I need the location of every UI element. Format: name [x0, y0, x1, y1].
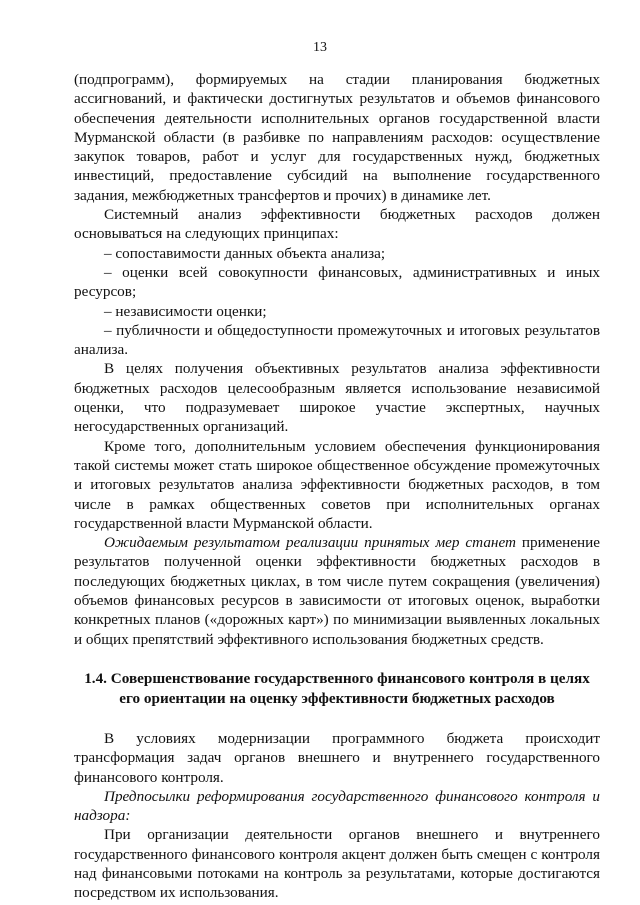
- expected-result-text: применение результатов полученной оценки эффективности бюджетных расходов в последующих бюджетных циклах, в том числе путем сокращения (увеличения) объемов финансовых ресурсов в зависимости от итоговых оценок, выработки конкретных планов («дорожных карт») по минимизации выявленных локальных и общих препятствий эффективного использования бюджетных средств.: [74, 534, 600, 648]
- expected-result-lead: Ожидаемым результатом реализации принятых мер станет: [104, 534, 516, 552]
- page-number: 13: [313, 40, 327, 55]
- paragraph-principles-intro: Системный анализ эффективности бюджетных расходов должен основываться на следующих принципах:: [74, 206, 600, 243]
- principle-item: – оценки всей совокупности финансовых, административных и иных ресурсов;: [74, 263, 600, 301]
- principle-item: – независимости оценки;: [104, 302, 267, 320]
- paragraph-conditions: В условиях модернизации программного бюджета происходит трансформация задач органов внешнего и внутреннего государственного финансового контроля.: [74, 729, 600, 786]
- paragraph-prerequisites: [74, 787, 600, 826]
- paragraph-organization: При организации деятельности органов внешнего и внутреннего государственного финансового контроля акцент должен быть смещен с контроля над финансовыми потоками на контроль за результатами, которые достигаются посредством их использования.: [74, 826, 600, 902]
- page-content: [74, 70, 600, 903]
- section-heading: 1.4. Совершенствование государственного финансового контроля в целях его ориентации на оценку эффективности бюджетных расходов: [84, 669, 590, 707]
- paragraph-besides: Кроме того, дополнительным условием обеспечения функционирования такой системы может стать широкое общественное обсуждение промежуточных и итоговых результатов анализа эффективности бюджетных расходов, в том числе в рамках общественных советов при исполнительных органах государственной власти Мурманской области.: [74, 437, 600, 532]
- paragraph-expected-result: [74, 533, 600, 649]
- principle-item: – публичности и общедоступности промежуточных и итоговых результатов анализа.: [74, 321, 600, 359]
- principle-item: – сопоставимости данных объекта анализа;: [104, 244, 386, 262]
- prerequisites-italic: Предпосылки реформирования государственного финансового контроля и надзора:: [74, 787, 600, 825]
- paragraph-continuation: (подпрограмм), формируемых на стадии планирования бюджетных ассигнований, и фактически достигнутых результатов и объемов финансового обеспечения деятельности исполнительных органов государственной власти Мурманской области (в разбивке по направлениям расходов: осуществление закупок товаров, работ и услуг для государственных нужд, бюджетных инвестиций, предоставление субсидий на выполнение государственного задания, межбюджетных трансфертов и прочих) в динамике лет.: [74, 71, 600, 204]
- paragraph-goal: В целях получения объективных результатов анализа эффективности бюджетных расходов целесообразным является использование независимой оценки, что подразумевает широкое участие экспертных, научных негосударственных организаций.: [74, 360, 600, 436]
